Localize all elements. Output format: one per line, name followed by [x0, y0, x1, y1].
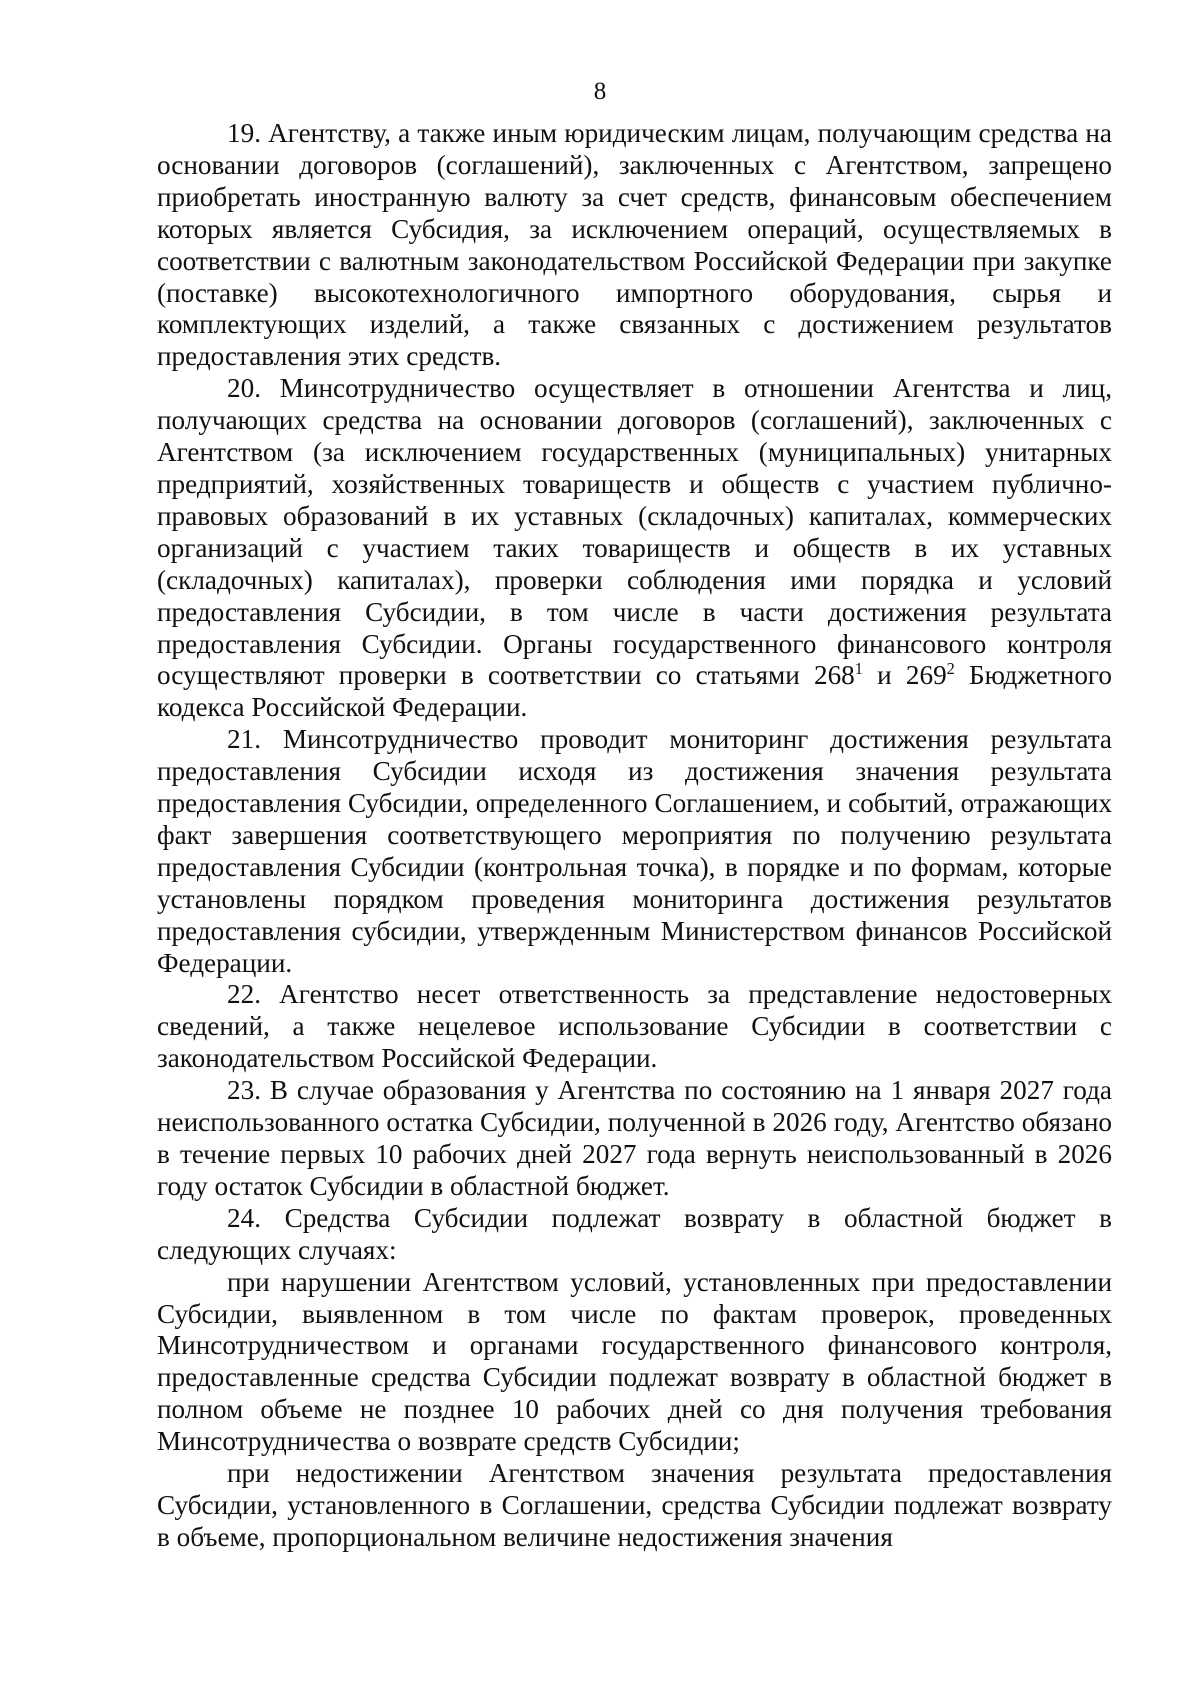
article-ref-superscript: 2	[946, 659, 955, 679]
page-number: 8	[593, 78, 607, 105]
paragraph-20-text-between: и	[862, 660, 906, 691]
paragraph-24-case-violation: при нарушении Агентством условий, установленных при предоставлении Субсидии, выявленном в том числе по фактам проверок, проведенных Минсотрудничеством и органами государственного финансового контроля, предоставленные средства Субсидии подлежат возврату в областной бюджет в полном объеме не позднее 10 рабочих дней со дня получения требования Минсотрудничества о возврате средств Субсидии;	[157, 1266, 1112, 1457]
paragraph-21: 21. Минсотрудничество проводит мониторинг достижения результата предоставления Субсидии исходя из достижения значения результата предоставления Субсидии, определенного Соглашением, и событий, отражающих факт завершения соответствующего мероприятия по получению результата предоставления Субсидии (контрольная точка), в порядке и по формам, которые установлены порядком проведения мониторинга достижения результатов предоставления субсидии, утвержденным Министерством финансов Российской Федерации.	[157, 724, 1112, 978]
paragraph-23: 23. В случае образования у Агентства по состоянию на 1 января 2027 года неиспользованного остатка Субсидии, полученной в 2026 году, Агентство обязано в течение первых 10 рабочих дней 2027 года вернуть неиспользованный в 2026 году остаток Субсидии в областной бюджет.	[157, 1075, 1112, 1201]
article-ref-base: 268	[813, 660, 855, 691]
article-ref-268-1	[814, 660, 863, 690]
paragraph-22: 22. Агентство несет ответственность за представление недостоверных сведений, а также нецелевое использование Субсидии в соответствии с законодательством Российской Федерации.	[157, 979, 1112, 1074]
article-ref-base: 269	[905, 660, 947, 691]
paragraph-20	[157, 373, 1112, 724]
article-ref-superscript: 1	[854, 659, 863, 679]
paragraph-19: 19. Агентству, а также иным юридическим лицам, получающим средства на основании договоров (соглашений), заключенных с Агентством, запрещено приобретать иностранную валюту за счет средств, финансовым обеспечением которых является Субсидия, за исключением операций, осуществляемых в соответствии с валютным законодательством Российской Федерации при закупке (поставке) высокотехнологичного импортного оборудования, сырья и комплектующих изделий, а также связанных с достижением результатов предоставления этих средств.	[157, 118, 1112, 372]
paragraph-24: 24. Средства Субсидии подлежат возврату в областной бюджет в следующих случаях:	[157, 1202, 1112, 1265]
document-body	[157, 118, 1112, 1554]
article-ref-269-2	[906, 660, 955, 690]
paragraph-20-text-start: 20. Минсотрудничество осуществляет в отношении Агентства и лиц, получающих средства на основании договоров (соглашений), заключенных с Агентством (за исключением государственных (муниципальных) унитарных предприятий, хозяйственных товариществ и обществ с участием публично-правовых образований в их уставных (складочных) капиталах, коммерческих организаций с участием таких товариществ и обществ в их уставных (складочных) капиталах), проверки соблюдения ими порядка и условий предоставления Субсидии, в том числе в части достижения результата предоставления Субсидии. Органы государственного финансового контроля осуществляют проверки в соответствии со статьями	[157, 373, 1112, 691]
paragraph-24-case-underachievement: при недостижении Агентством значения результата предоставления Субсидии, установленного в Соглашении, средства Субсидии подлежат возврату в объеме, пропорциональном величине недостижения значения	[157, 1458, 1112, 1552]
paragraph-20-text-end: Бюджетного кодекса Российской Федерации.	[157, 660, 1112, 723]
